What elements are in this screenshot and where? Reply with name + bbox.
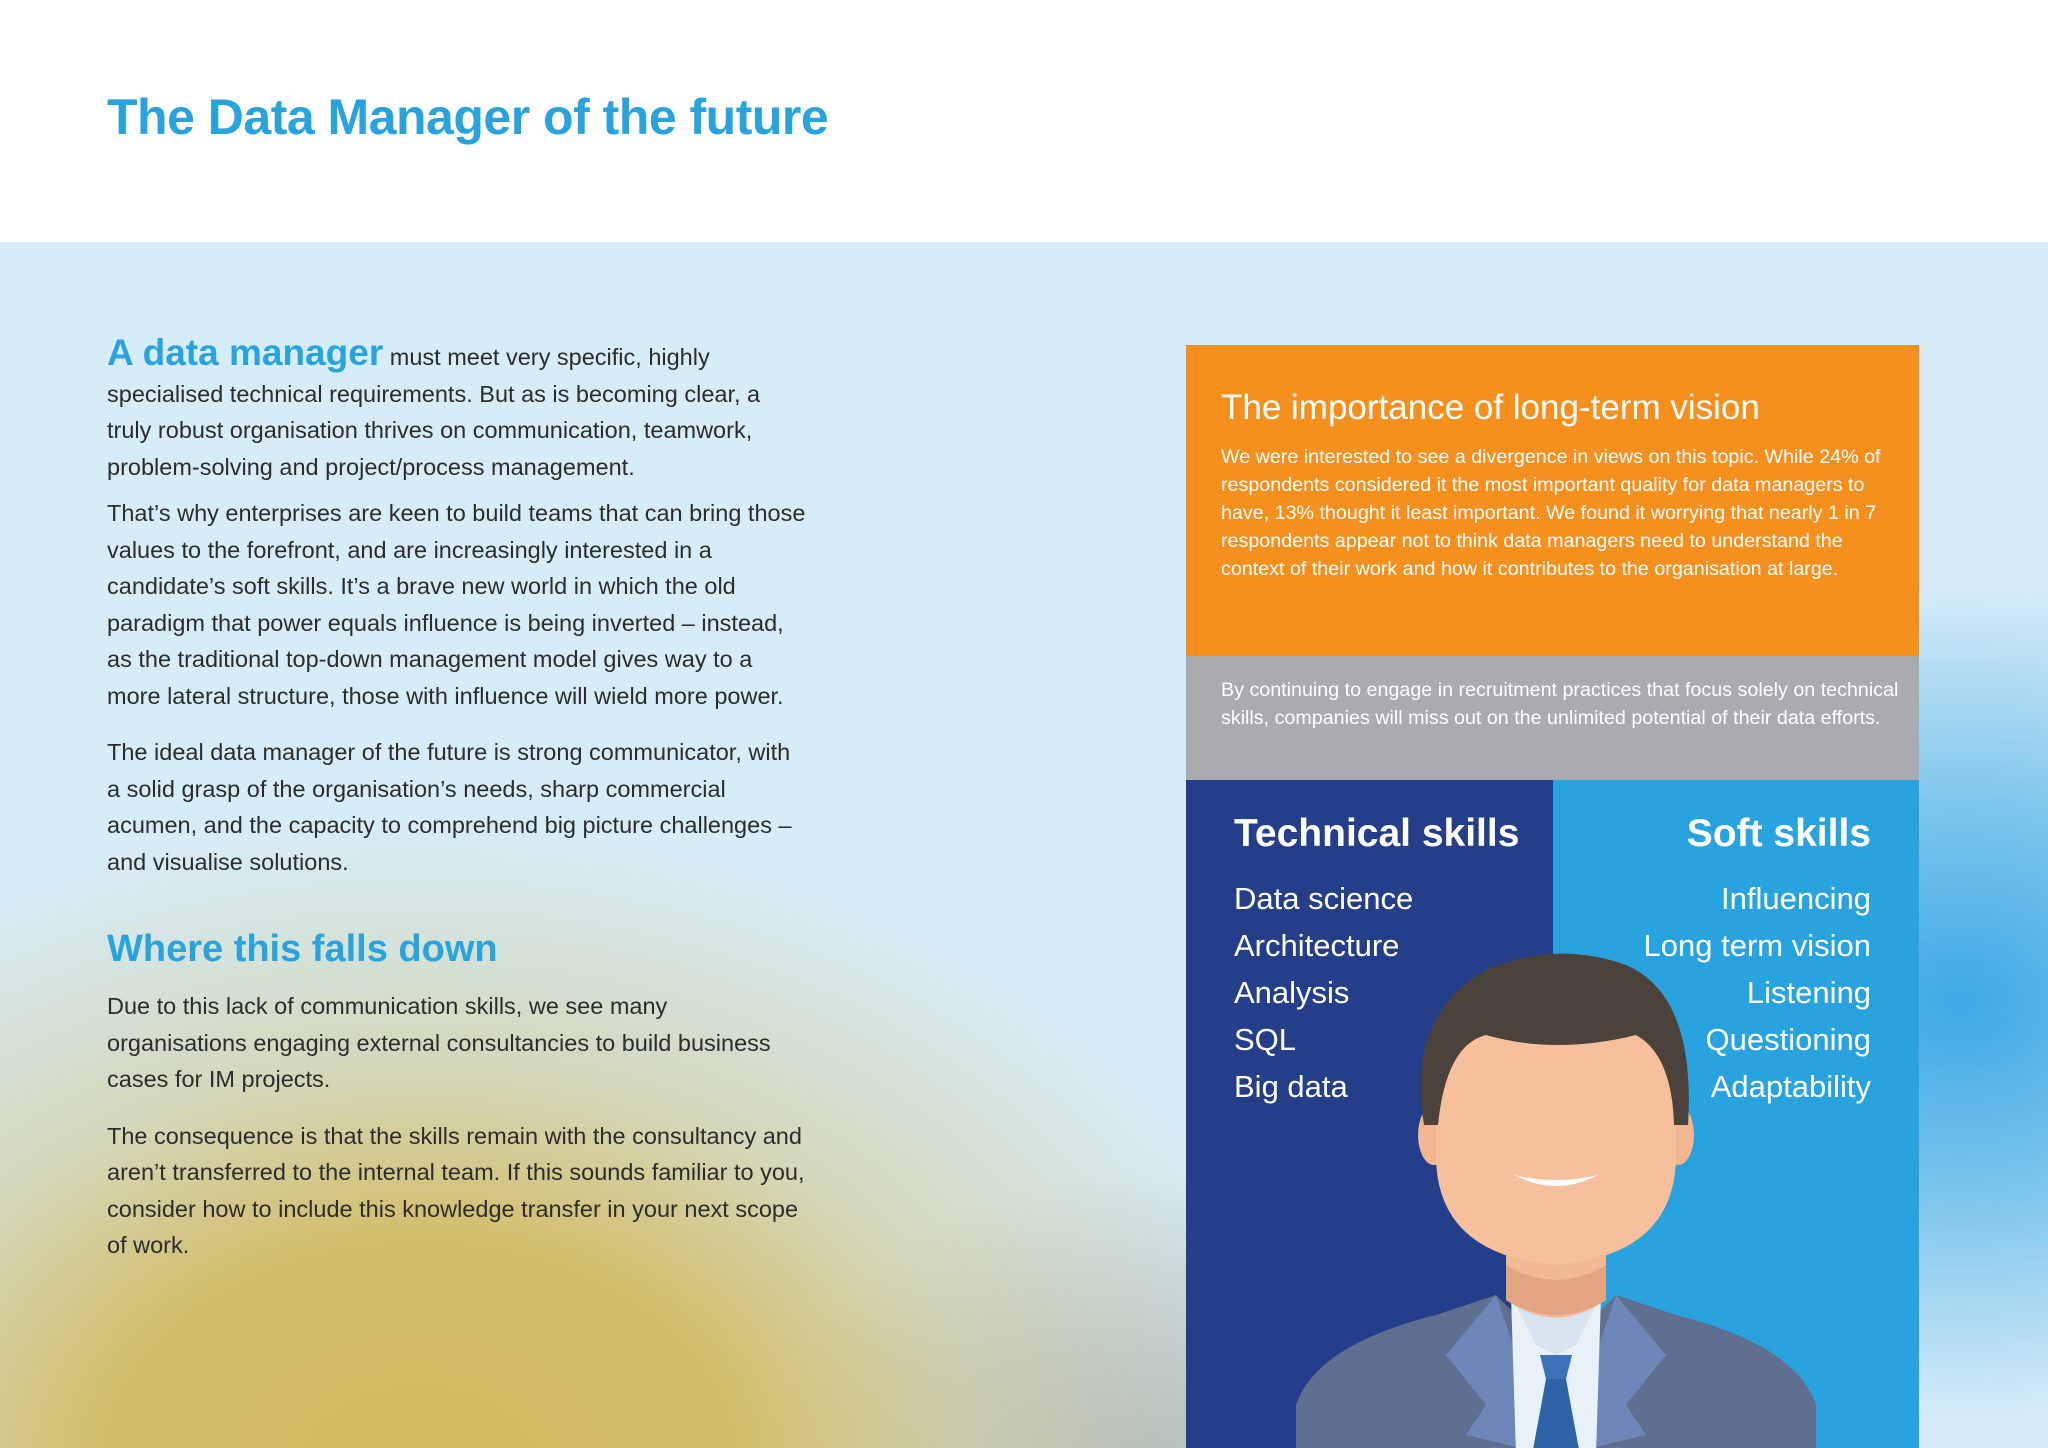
soft-skill-item: Influencing [1721,881,1871,916]
falls-down-heading: Where this falls down [107,928,498,970]
technical-skills-heading: Technical skills [1234,812,1520,855]
falls-down-paragraph-2: The consequence is that the skills remain with the consultancy and aren’t transferred to the internal team. If this sounds familiar to you, consider how to include this knowledge transfer in your next scope of work. [107,1122,805,1258]
header-band [0,0,2048,242]
intro-paragraph-1-text: must meet very specific, highly specialised technical requirements. But as is becoming clear, a truly robust organisation thrives on communication, teamwork, problem-solving and project/process management. [107,344,761,480]
intro-paragraph-3: The ideal data manager of the future is strong communicator, with a solid grasp of the organisation’s needs, sharp commercial acumen, and the capacity to comprehend big picture challenges – and visualise solutions. [107,739,792,875]
technical-skill-item: Architecture [1234,928,1400,963]
vision-body: We were interested to see a divergence in views on this topic. While 24% of respondents considered it the most important quality for data managers to have, 13% thought it least important. We found it worrying that nearly 1 in 7 respondents appear not to think data managers need to understand the context of their work and how it contributes to the organisation at large. [1221,446,1881,580]
soft-skill-item: Long term vision [1643,928,1871,963]
intro-column [107,332,807,890]
falls-down-paragraph-1: Due to this lack of communication skills, we see many organisations engaging external consultancies to build business cases for IM projects. [107,993,771,1092]
intro-paragraph-2: That’s why enterprises are keen to build teams that can bring those values to the forefront, and are increasingly interested in a candidate’s soft skills. It’s a brave new world in which the old paradigm that power equals influence is being inverted – instead, as the traditional top-down management model gives way to a more lateral structure, those with influence will wield more power. [107,500,806,709]
note-box [1186,656,1919,780]
soft-skill-item: Questioning [1705,1022,1871,1057]
infographic-panel [1186,345,1919,1448]
vision-title: The importance of long-term vision [1221,388,1760,427]
soft-skill-item: Listening [1746,975,1871,1010]
vision-box [1186,345,1919,656]
intro-lead: A data manager [107,332,384,373]
soft-skill-item: Adaptability [1710,1069,1871,1104]
technical-skill-item: SQL [1234,1022,1297,1057]
soft-skills-heading: Soft skills [1686,812,1871,855]
page-title: The Data Manager of the future [107,89,829,145]
technical-skill-item: Analysis [1234,975,1350,1010]
falls-down-column [107,988,807,1274]
intro-paragraph-1 [107,332,807,485]
businessman-illustration-icon [1296,935,1816,1448]
technical-skill-item: Big data [1234,1069,1348,1104]
note-body: By continuing to engage in recruitment practices that focus solely on technical skills, companies will miss out on the unlimited potential of their data efforts. [1221,679,1899,729]
technical-skill-item: Data science [1234,881,1414,916]
